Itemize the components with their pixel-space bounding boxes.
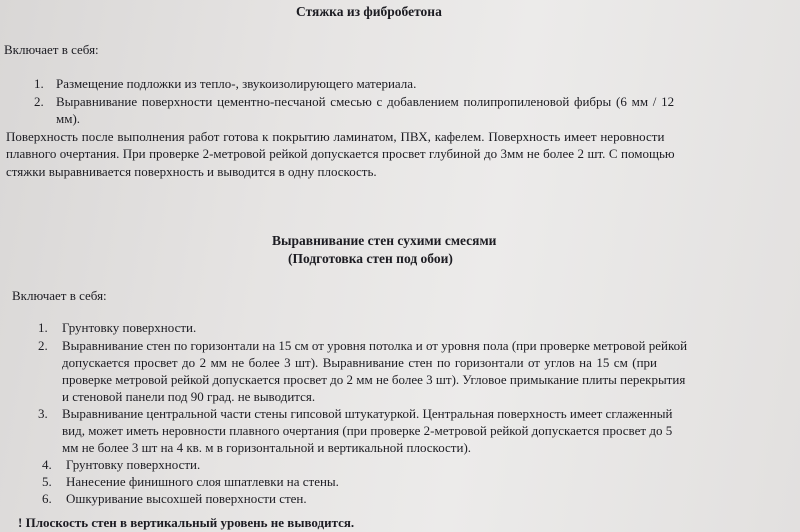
section2-includes: Включает в себя: — [12, 288, 107, 303]
list-item-number: 1. — [38, 320, 48, 335]
list-item-text: Выравнивание стен по горизонтали на 15 см от уровня потолка и от уровня пола (при проверке метровой рейкой — [62, 338, 688, 353]
section1-title: Стяжка из фибробетона — [296, 4, 442, 19]
paragraph-line: стяжки выравнивается поверхность и выводится в одну плоскость. — [6, 164, 377, 179]
list-item-number: 2. — [38, 338, 48, 353]
section2-title: Выравнивание стен сухими смесями — [272, 233, 497, 248]
section2-note: ! Плоскость стен в вертикальный уровень не выводится. — [18, 515, 355, 530]
list-item-text: Выравнивание центральной части стены гипсовой штукатуркой. Центральная поверхность имеет сглаженный — [62, 406, 673, 421]
list-item-text: допускается просвет до 2 мм не более 3 шт). Выравнивание стен по горизонтали от углов на 15 см (при — [62, 355, 657, 370]
list-item-text: вид, может иметь неровности плавного очертания (при проверке 2-метровой рейкой допускается просвет до 5 — [62, 423, 673, 438]
paragraph-line: Поверхность после выполнения работ готова к покрытию ламинатом, ПВХ, кафелем. Поверхность имеет неровности — [6, 129, 665, 144]
list-item-text: проверке метровой рейкой допускается просвет до 2 мм не более 3 шт). Угловое примыкание плиты перекрытия — [62, 372, 686, 387]
list-item-text: Ошкуривание высохшей поверхности стен. — [66, 491, 307, 506]
section2-subtitle: (Подготовка стен под обои) — [288, 251, 453, 266]
list-item-text: Размещение подложки из тепло-, звукоизолирующего материала. — [56, 76, 417, 91]
section1-includes: Включает в себя: — [4, 42, 99, 57]
list-item-text: Нанесение финишного слоя шпатлевки на стены. — [66, 474, 339, 489]
list-item-number: 5. — [42, 474, 52, 489]
list-item-number: 1. — [34, 76, 44, 91]
list-item-text: Выравнивание поверхности цементно-песчаной смесью с добавлением полипропиленовой фибры (6 мм / 12 — [56, 94, 675, 109]
list-item-number: 6. — [42, 491, 52, 506]
list-item-text: и стеновой панели под 90 град. не выводится. — [62, 389, 316, 404]
list-item-text: мм не более 3 шт на 4 кв. м в горизонтальной и вертикальной плоскости). — [62, 440, 472, 455]
list-item-number: 3. — [38, 406, 48, 421]
list-item-text: Грунтовку поверхности. — [62, 320, 197, 335]
list-item-number: 4. — [42, 457, 52, 472]
list-item-text: мм). — [56, 111, 81, 126]
list-item-number: 2. — [34, 94, 44, 109]
paragraph-line: плавного очертания. При проверке 2-метровой рейкой допускается просвет глубиной до 3мм не более 2 шт. С помощью — [6, 146, 675, 161]
list-item-text: Грунтовку поверхности. — [66, 457, 201, 472]
